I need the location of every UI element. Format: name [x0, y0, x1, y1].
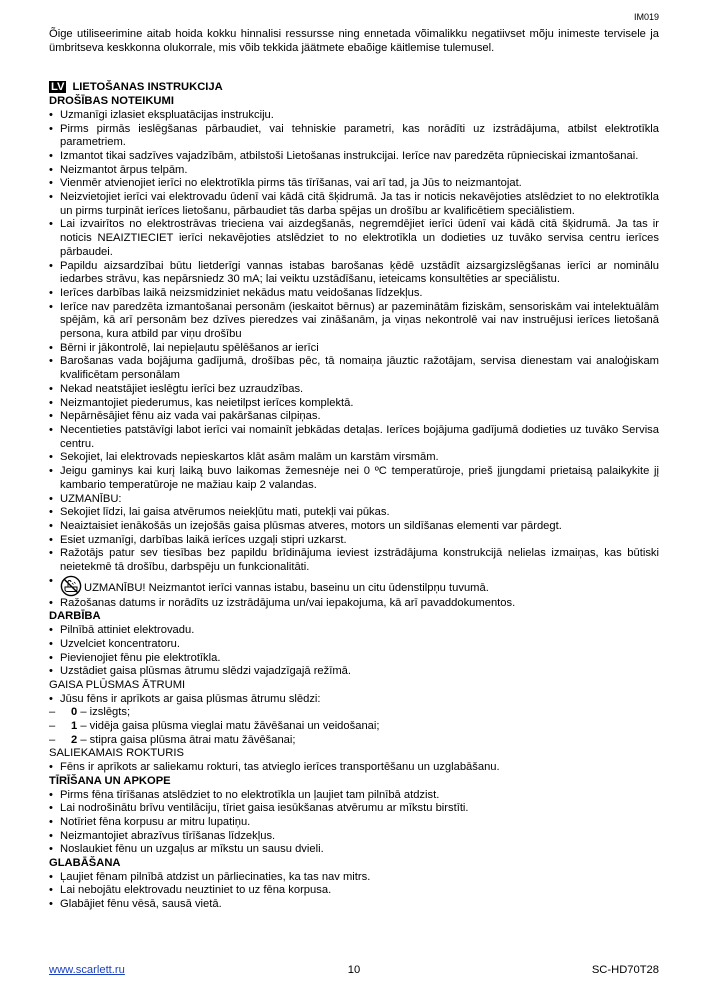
list-item: • Neaiztaisiet ienākošās un izejošās gaisa plūsmas atveres, motors un sildīšanas elementi var pārdegt. [49, 520, 659, 534]
storage-heading: GLABĀŠANA [49, 857, 121, 870]
section-title [49, 81, 659, 95]
mode-key: 2 [71, 733, 78, 746]
mode-key: 1 [71, 720, 78, 733]
language-badge: LV [51, 81, 65, 94]
list-item: • Noslaukiet fēnu un uzgaļus ar mīkstu un sausu dvieli. [49, 843, 659, 857]
cleaning-heading: TĪRĪŠANA UN APKOPE [49, 774, 171, 787]
intro-paragraph: Õige utiliseerimine aitab hoida kokku hinnalisi ressursse ning ennetada võimalikku negatiivset mõju inimeste tervisele ja ümbritseva keskkonna olukorrale, mis võib tekkida jäätmete ebaõige käitlemise tulemusel. [49, 28, 659, 54]
operation-heading: DARBĪBA [49, 610, 101, 623]
list-item: • Glabājiet fēnu vēsā, sausā vietā. [49, 898, 659, 912]
instruction-title: LIETOŠANAS INSTRUKCIJA [72, 81, 223, 94]
storage-list [49, 871, 659, 912]
handle-list [49, 761, 659, 775]
list-item: • Ierīce nav paredzēta izmantošanai personām (ieskaitot bērnus) ar pazeminātām fiziskām, sensoriskām vai intelektuālām spējām, kā arī personām bez dzīves pieredzes vai zināšanām, ja viņas nekontrolē vai nav instruējusi ierīces lietošanā persona, kura atbild par viņu drošību [49, 301, 659, 342]
list-item: • Esiet uzmanīgi, darbības laikā ierīces uzgaļi stipri uzkarst. [49, 534, 659, 548]
warning-item [49, 575, 659, 597]
list-item: • Jūsu fēns ir aprīkots ar gaisa plūsmas ātrumu slēdzi: [49, 693, 659, 707]
airflow-heading: GAISA PLŪSMAS ĀTRUMI [49, 678, 186, 691]
list-item: • Ražošanas datums ir norādīts uz izstrādājuma un/vai iepakojuma, kā arī pavaddokumentos. [49, 597, 659, 611]
list-item: • Neizmantojiet piederumus, kas neietilpst ierīces komplektā. [49, 397, 659, 411]
list-item: • Lai nebojātu elektrovadu neuztiniet to uz fēna korpusa. [49, 884, 659, 898]
list-item: • Pirms fēna tīrīšanas atslēdziet to no elektrotīkla un ļaujiet tam pilnībā atdzist. [49, 789, 659, 803]
list-item: • Izmantot tikai sadzīves vajadzībām, atbilstoši Lietošanas instrukcijai. Ierīce nav paredzēta rūpnieciskai izmantošanai. [49, 150, 659, 164]
list-item: • Bērni ir jākontrolē, lai nepieļautu spēlēšanos ar ierīci [49, 342, 659, 356]
list-item: • Uzvelciet koncentratoru. [49, 638, 659, 652]
list-item: • Neizvietojiet ierīci vai elektrovadu ūdenī vai kādā citā šķidrumā. Ja tas ir noticis nekavējoties atslēdziet to no elektrotīkla un pirms turpināt ierīces lietošanu, pārbaudiet tās darba spējas un drošību ar kvalificētiem speciālistiem. [49, 191, 659, 218]
list-item: • UZMANĪBU: [49, 493, 659, 507]
list-item: • Uzmanīgi izlasiet ekspluatācijas instrukciju. [49, 109, 659, 123]
list-item: • Sekojiet līdzi, lai gaisa atvērumos neiekļūtu mati, putekļi vai pūkas. [49, 506, 659, 520]
list-item: • Pilnībā attiniet elektrovadu. [49, 624, 659, 638]
list-item: • Ierīces darbības laikā neizsmidziniet nekādus matu veidošanas līdzekļus. [49, 287, 659, 301]
list-item: • Nepārnēsājiet fēnu aiz vada vai pakāršanas cilpiņas. [49, 410, 659, 424]
mode-text: – izslēgts; [77, 706, 131, 719]
document-page [49, 12, 659, 912]
list-item: • Sekojiet, lai elektrovads nepieskartos klāt asām malām un karstām virsmām. [49, 451, 659, 465]
list-item: • Uzstādiet gaisa plūsmas ātrumu slēdzi vajadzīgajā režīmā. [49, 665, 659, 679]
list-item: • Neizmantojiet abrazīvus tīrīšanas līdzekļus. [49, 830, 659, 844]
list-item: • Nekad neatstājiet ieslēgtu ierīci bez uzraudzības. [49, 383, 659, 397]
safety-heading: DROŠĪBAS NOTEIKUMI [49, 95, 174, 108]
list-item: • Barošanas vada bojājuma gadījumā, drošības pēc, tā nomaiņa jāuztic ražotājam, servisa dienestam vai analoģiskam kvalificētam personālam [49, 355, 659, 382]
list-item: • Papildu aizsardzībai būtu lietderīgi vannas istabas barošanas ķēdē uzstādīt aizsargizslēgšanas ierīci ar nominālu iedarbes strāvu, kas nepārsniedz 30 mA; lai veiktu uzstādīšanu, ieteicams konsultēties ar speciālistu. [49, 260, 659, 287]
list-item: • Pievienojiet fēnu pie elektrotīkla. [49, 652, 659, 666]
list-item: • Lai izvairītos no elektrostrāvas trieciena vai aizdegšanās, negremdējiet ierīci ūdenī vai kādā citā šķidrumā. Ja tas ir noticis NEAIZTIECIET ierīci nekavējoties atslēdziet to no elektrotīkla un dodieties uz tuvāko servisa centru ierīces pārbaudei. [49, 218, 659, 259]
document-code: IM019 [633, 12, 659, 22]
list-item: • Ļaujiet fēnam pilnībā atdzist un pārliecinaties, ka tas nav mitrs. [49, 871, 659, 885]
mode-item [49, 734, 659, 748]
mode-text: – vidēja gaisa plūsma vieglai matu žāvēšanai un veidošanai; [77, 720, 380, 733]
mode-text: – stipra gaisa plūsma ātrai matu žāvēšanai; [77, 733, 296, 746]
list-item: • Necentieties patstāvīgi labot ierīci vai nomainīt jebkādas detaļas. Ierīces bojājuma gadījumā dodieties uz tuvāko Servisa centru. [49, 424, 659, 451]
list-item: • Neizmantot ārpus telpām. [49, 164, 659, 178]
list-item: • Lai nodrošinātu brīvu ventilāciju, tīriet gaisa iesūkšanas atvērumu ar mīkstu birstīti. [49, 802, 659, 816]
safety-list [49, 109, 659, 611]
warning-text: UZMANĪBU! Neizmantot ierīci vannas istabu, baseinu un citu ūdenstilpņu tuvumā. [84, 581, 489, 594]
list-item: • Notīriet fēna korpusu ar mitru lupatiņu. [49, 816, 659, 830]
mode-item [49, 706, 659, 720]
list-item: • Jeigu gaminys kai kurį laiką buvo laikomas žemesnėje nei 0 ºC temperatūroje, prieš įjungdami prietaisą palaikykite jį kambario temperatūroje ne mažiau kaip 2 valandas. [49, 465, 659, 492]
list-item: • Vienmēr atvienojiet ierīci no elektrotīkla pirms tās tīrīšanas, vai arī tad, ja Jūs to neizmantojat. [49, 177, 659, 191]
list-item: • Pirms pirmās ieslēgšanas pārbaudiet, vai tehniskie parametri, kas norādīti uz izstrādājuma, atbilst elektrotīkla parametriem. [49, 123, 659, 150]
list-item: • Ražotājs patur sev tiesības bez papildu brīdinājuma ieviest izstrādājuma konstrukcijā nelielas izmaiņas, kas būtiski neietekmē tā drošību, darbspēju un funkcionalitāti. [49, 547, 659, 574]
operation-list [49, 624, 659, 679]
no-bath-warning-icon [60, 575, 82, 597]
list-item: • Fēns ir aprīkots ar saliekamu rokturi, tas atvieglo ierīces transportēšanu un uzglabāšanu. [49, 761, 659, 775]
cleaning-list [49, 789, 659, 858]
mode-item [49, 720, 659, 734]
website-link[interactable]: www.scarlett.ru [49, 964, 125, 976]
handle-heading: SALIEKAMAIS ROKTURIS [49, 747, 184, 760]
mode-key: 0 [71, 706, 78, 719]
airflow-list [49, 693, 659, 748]
page-number: 10 [347, 964, 361, 976]
model-number: SC-HD70T28 [591, 964, 659, 976]
